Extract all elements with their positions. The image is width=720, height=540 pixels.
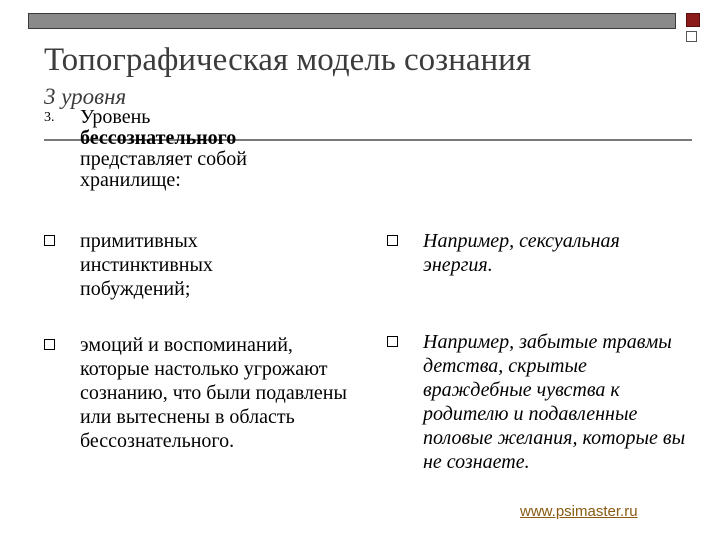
- intro-number: 3.: [44, 110, 55, 125]
- right-bullet-2: [387, 330, 687, 474]
- intro-paragraph: [44, 107, 324, 191]
- source-link[interactable]: www.psimaster.ru: [520, 503, 638, 520]
- bullet-text: Например, забытые травмы детства, скрытые враждебные чувства к родителю и подавленные половые желания, которые вы не сознаете.: [423, 331, 686, 473]
- slide-subtitle: 3 уровня: [44, 84, 127, 109]
- bullet-text: эмоций и воспоминаний, которые настолько угрожают сознанию, что были подавлены или вытеснены в область бессознательного.: [80, 334, 347, 452]
- slide-title: Топографическая модель сознания: [44, 42, 532, 78]
- intro-bold-term: бессознательного: [80, 127, 237, 149]
- header-decoration-bar: [28, 13, 676, 29]
- hollow-square-bullet-icon: [387, 336, 398, 347]
- right-bullet-1: [387, 229, 687, 277]
- left-bullet-1: [44, 229, 314, 301]
- intro-text: [80, 107, 324, 191]
- left-bullet-2: [44, 333, 354, 453]
- intro-lead: Уровень: [80, 106, 151, 128]
- bullet-text: Например, сексуальная энергия.: [423, 230, 620, 276]
- corner-accent-square: [686, 13, 700, 27]
- hollow-square-bullet-icon: [44, 235, 55, 246]
- corner-outline-square: [686, 31, 697, 42]
- hollow-square-bullet-icon: [387, 235, 398, 246]
- hollow-square-bullet-icon: [44, 339, 55, 350]
- intro-tail: представляет собой хранилище:: [80, 148, 247, 191]
- bullet-text: примитивных инстинктивных побуждений;: [80, 230, 213, 300]
